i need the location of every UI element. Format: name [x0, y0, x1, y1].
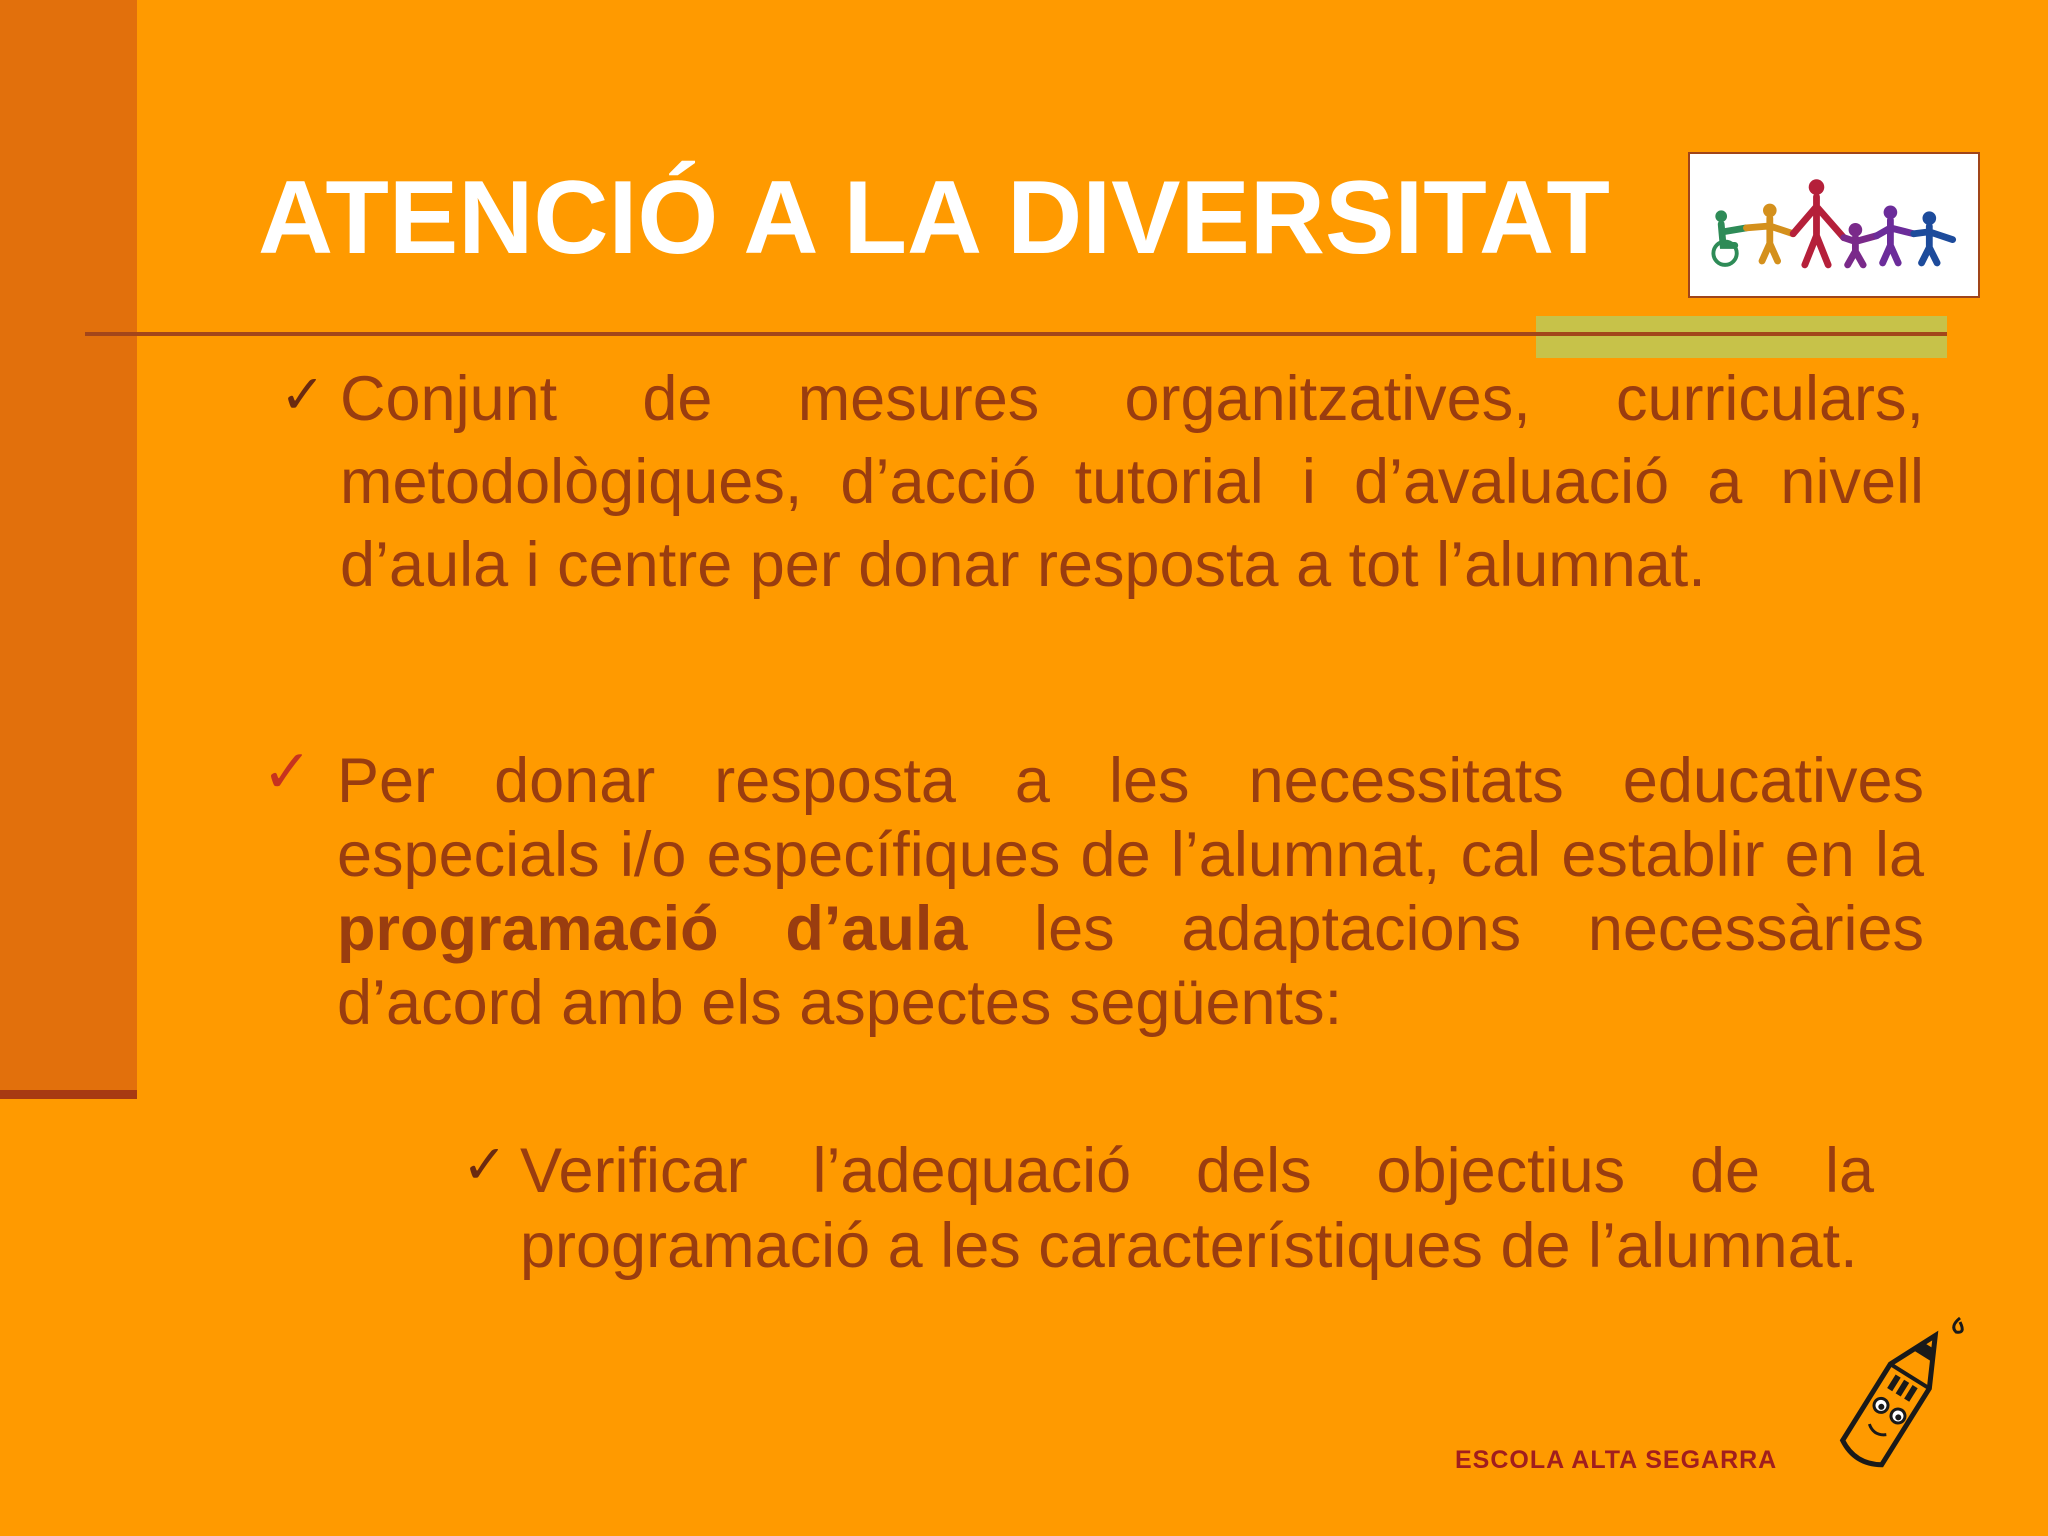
slide-title: ATENCIÓ A LA DIVERSITAT [258, 160, 1610, 276]
checkmark-icon: ✓ [280, 365, 326, 425]
left-side-bar [0, 0, 137, 1099]
bullet-text-2 [337, 744, 1924, 1040]
checkmark-icon: ✓ [462, 1135, 508, 1195]
diverse-people-holding-hands-icon [1690, 154, 1978, 296]
checkmark-icon: ✓ [262, 738, 313, 805]
bullet-text-1: Conjunt de mesures organitzatives, curriculars, metodològiques, d’acció tutorial i d’avaluació a nivell d’aula i centre per donar resposta a tot l’alumnat. [340, 364, 1924, 600]
pencil-mascot-icon [1810, 1312, 1980, 1488]
bullet-2-bold-text: programació d’aula [337, 894, 968, 964]
school-name: ESCOLA ALTA SEGARRA [1455, 1446, 1778, 1474]
bullet-text-3: Verificar l’adequació dels objectius de la programació a les característiques de l’alumnat. [520, 1136, 1874, 1281]
diversity-logo [1688, 152, 1980, 298]
divider-accent [1536, 316, 1947, 358]
bullet-2-text-after: les adaptacions necessàries d’acord amb els aspectes següents: [337, 894, 1924, 1038]
bullet-2-text-before: Per donar resposta a les necessitats educatives especials i/o específiques de l’alumnat, cal establir en la [337, 746, 1924, 890]
